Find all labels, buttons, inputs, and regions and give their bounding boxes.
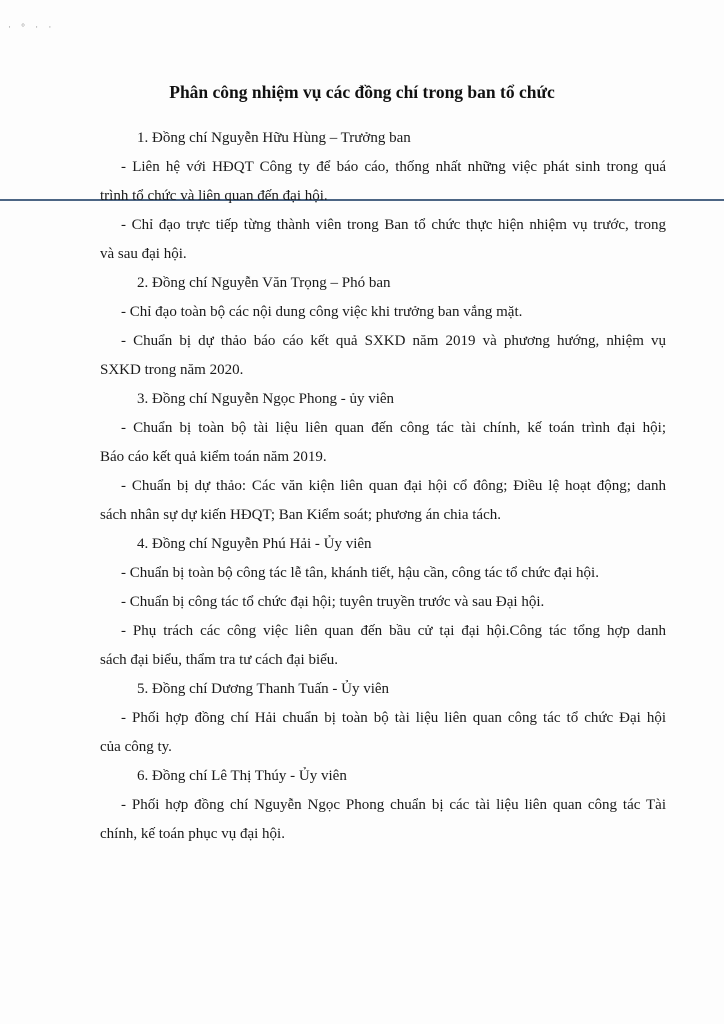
duty-line: - Chỉ đạo trực tiếp từng thành viên trong Ban tổ chức thực hiện nhiệm vụ trước, trong — [121, 217, 666, 233]
document-body — [100, 124, 666, 849]
member-heading-1: 1. Đồng chí Nguyễn Hữu Hùng – Trưởng ban — [137, 130, 411, 146]
member-heading-3: 3. Đồng chí Nguyễn Ngọc Phong - ủy viên — [137, 391, 395, 407]
duty-line: SXKD trong năm 2020. — [100, 362, 244, 378]
scan-marks: · ° · · — [8, 22, 56, 32]
duty-line: - Chuẩn bị toàn bộ công tác lễ tân, khánh tiết, hậu cần, công tác tổ chức đại hội. — [121, 565, 599, 581]
duty-line: - Liên hệ với HĐQT Công ty để báo cáo, thống nhất những việc phát sinh trong quá — [121, 159, 666, 175]
duty-line: Báo cáo kết quả kiểm toán năm 2019. — [100, 449, 327, 465]
member-heading-4: 4. Đồng chí Nguyễn Phú Hải - Ủy viên — [137, 536, 372, 552]
duty-line: chính, kế toán phục vụ đại hội. — [100, 826, 285, 842]
duty-line: - Phối hợp đồng chí Hải chuẩn bị toàn bộ tài liệu liên quan công tác tổ chức Đại hội — [121, 710, 666, 726]
duty-line: sách nhân sự dự kiến HĐQT; Ban Kiểm soát; phương án chia tách. — [100, 507, 501, 523]
duty-line: - Chuẩn bị dự thảo báo cáo kết quả SXKD năm 2019 và phương hướng, nhiệm vụ — [121, 333, 666, 349]
document-title: Phân công nhiệm vụ các đồng chí trong ban tổ chức — [169, 82, 555, 102]
duty-line: - Chuẩn bị toàn bộ tài liệu liên quan đến công tác tài chính, kế toán trình đại hội; — [121, 420, 666, 436]
duty-line: và sau đại hội. — [100, 246, 187, 262]
duty-line: trình tổ chức và liên quan đến đại hội. — [100, 188, 328, 204]
duty-line: - Chuẩn bị dự thảo: Các văn kiện liên quan đại hội cổ đông; Điều lệ hoạt động; danh — [121, 478, 666, 494]
duty-line: - Phối hợp đồng chí Nguyễn Ngọc Phong chuẩn bị các tài liệu liên quan công tác Tài — [121, 797, 666, 813]
duty-line: của công ty. — [100, 739, 172, 755]
duty-line: sách đại biểu, thẩm tra tư cách đại biểu. — [100, 652, 339, 668]
member-heading-2: 2. Đồng chí Nguyễn Văn Trọng – Phó ban — [137, 275, 391, 291]
member-heading-5: 5. Đồng chí Dương Thanh Tuấn - Ủy viên — [137, 681, 390, 697]
duty-line: - Chuẩn bị công tác tổ chức đại hội; tuyên truyền trước và sau Đại hội. — [121, 594, 545, 610]
duty-line: - Chỉ đạo toàn bộ các nội dung công việc khi trưởng ban vắng mặt. — [121, 304, 523, 320]
duty-line: - Phụ trách các công việc liên quan đến bầu cử tại đại hội.Công tác tổng hợp danh — [121, 623, 666, 639]
member-heading-6: 6. Đồng chí Lê Thị Thúy - Ủy viên — [137, 768, 347, 784]
